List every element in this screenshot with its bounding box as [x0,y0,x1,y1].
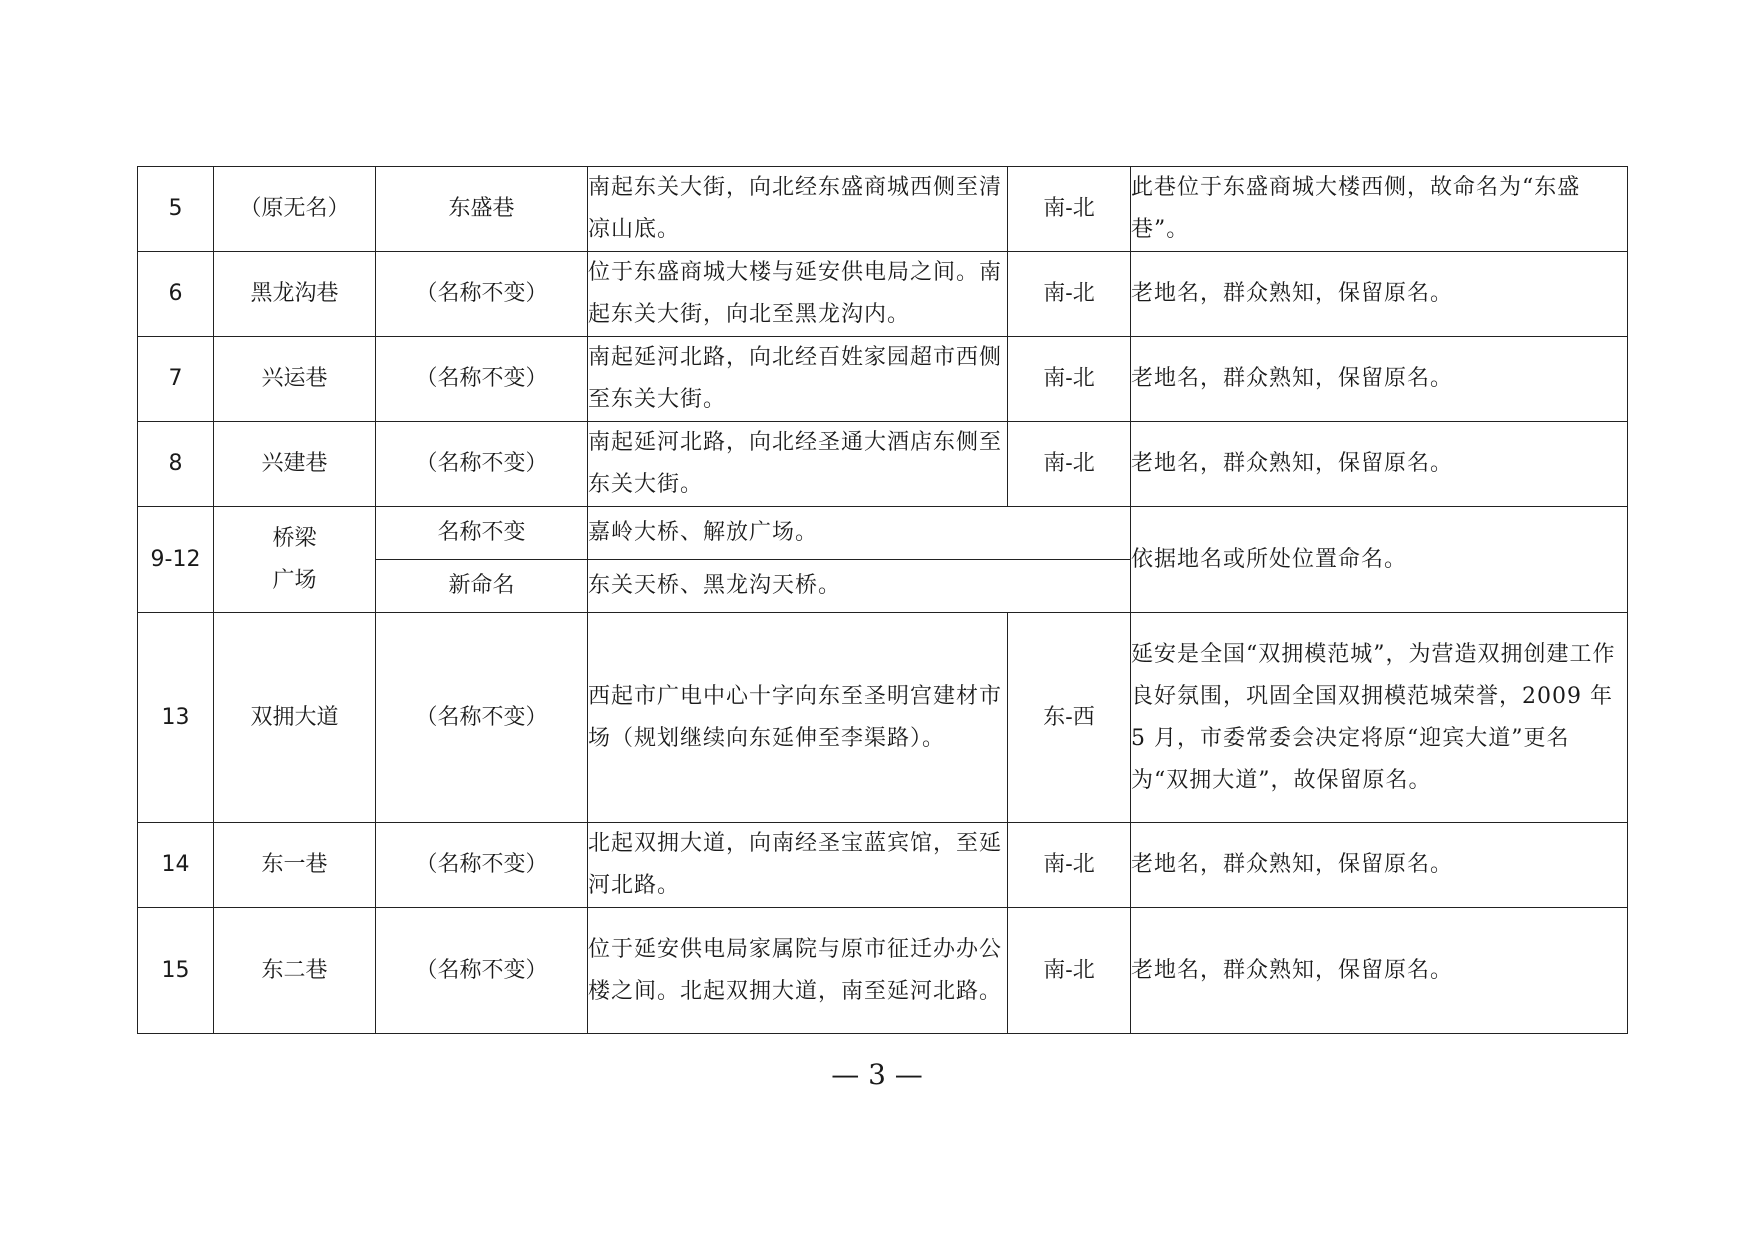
table-row [138,167,1628,252]
original-name: 黑龙沟巷 [214,252,376,337]
facility-items: 嘉岭大桥、解放广场。 [588,507,1131,560]
direction: 东-西 [1008,613,1131,823]
location-description: 位于延安供电局家属院与原市征迁办办公楼之间。北起双拥大道，南至延河北路。 [588,908,1008,1034]
naming-reason: 老地名，群众熟知，保留原名。 [1131,908,1628,1034]
direction: 南-北 [1008,167,1131,252]
location-description: 西起市广电中心十字向东至圣明宫建材市场（规划继续向东延伸至李渠路）。 [588,613,1008,823]
row-number: 6 [138,252,214,337]
table-row [138,337,1628,422]
status-unchanged: 名称不变 [376,507,588,560]
status-new: 新命名 [376,560,588,613]
facility-type-square: 广场 [272,567,317,593]
naming-reason: 老地名，群众熟知，保留原名。 [1131,252,1628,337]
table-row [138,422,1628,507]
page-number: — 3 — [831,1058,923,1091]
table-row [138,823,1628,908]
standard-name: （名称不变） [376,422,588,507]
original-name: （原无名） [214,167,376,252]
table-row [138,908,1628,1034]
direction: 南-北 [1008,823,1131,908]
direction: 南-北 [1008,252,1131,337]
direction: 南-北 [1008,422,1131,507]
row-number: 14 [138,823,214,908]
naming-reason: 此巷位于东盛商城大楼西侧，故命名为“东盛巷”。 [1131,167,1628,252]
location-description: 南起延河北路，向北经圣通大酒店东侧至东关大街。 [588,422,1008,507]
location-description: 南起东关大街，向北经东盛商城西侧至清凉山底。 [588,167,1008,252]
row-number: 8 [138,422,214,507]
direction: 南-北 [1008,908,1131,1034]
naming-reason: 依据地名或所处位置命名。 [1131,507,1628,613]
naming-reason: 老地名，群众熟知，保留原名。 [1131,823,1628,908]
standard-name: （名称不变） [376,252,588,337]
place-name-table [137,166,1628,1034]
naming-reason: 老地名，群众熟知，保留原名。 [1131,422,1628,507]
row-number: 9-12 [138,507,214,613]
original-name: 东一巷 [214,823,376,908]
facility-type-bridge: 桥梁 [272,525,317,551]
standard-name: （名称不变） [376,908,588,1034]
direction: 南-北 [1008,337,1131,422]
original-name: 兴建巷 [214,422,376,507]
original-name: 兴运巷 [214,337,376,422]
table-row [138,613,1628,823]
row-number: 7 [138,337,214,422]
standard-name: （名称不变） [376,823,588,908]
row-number: 5 [138,167,214,252]
row-number: 15 [138,908,214,1034]
naming-reason: 老地名，群众熟知，保留原名。 [1131,337,1628,422]
standard-name: 东盛巷 [376,167,588,252]
standard-name: （名称不变） [376,613,588,823]
standard-name: （名称不变） [376,337,588,422]
original-name: 东二巷 [214,908,376,1034]
facility-items: 东关天桥、黑龙沟天桥。 [588,560,1131,613]
location-description: 北起双拥大道，向南经圣宝蓝宾馆，至延河北路。 [588,823,1008,908]
location-description: 位于东盛商城大楼与延安供电局之间。南起东关大街，向北至黑龙沟内。 [588,252,1008,337]
location-description: 南起延河北路，向北经百姓家园超市西侧至东关大街。 [588,337,1008,422]
table-row-group [138,507,1628,560]
row-number: 13 [138,613,214,823]
original-name: 双拥大道 [214,613,376,823]
table-row [138,252,1628,337]
facility-types [214,507,376,613]
naming-reason: 延安是全国“双拥模范城”，为营造双拥创建工作良好氛围，巩固全国双拥模范城荣誉，2009 年 5 月，市委常委会决定将原“迎宾大道”更名为“双拥大道”，故保留原名。 [1131,613,1628,823]
